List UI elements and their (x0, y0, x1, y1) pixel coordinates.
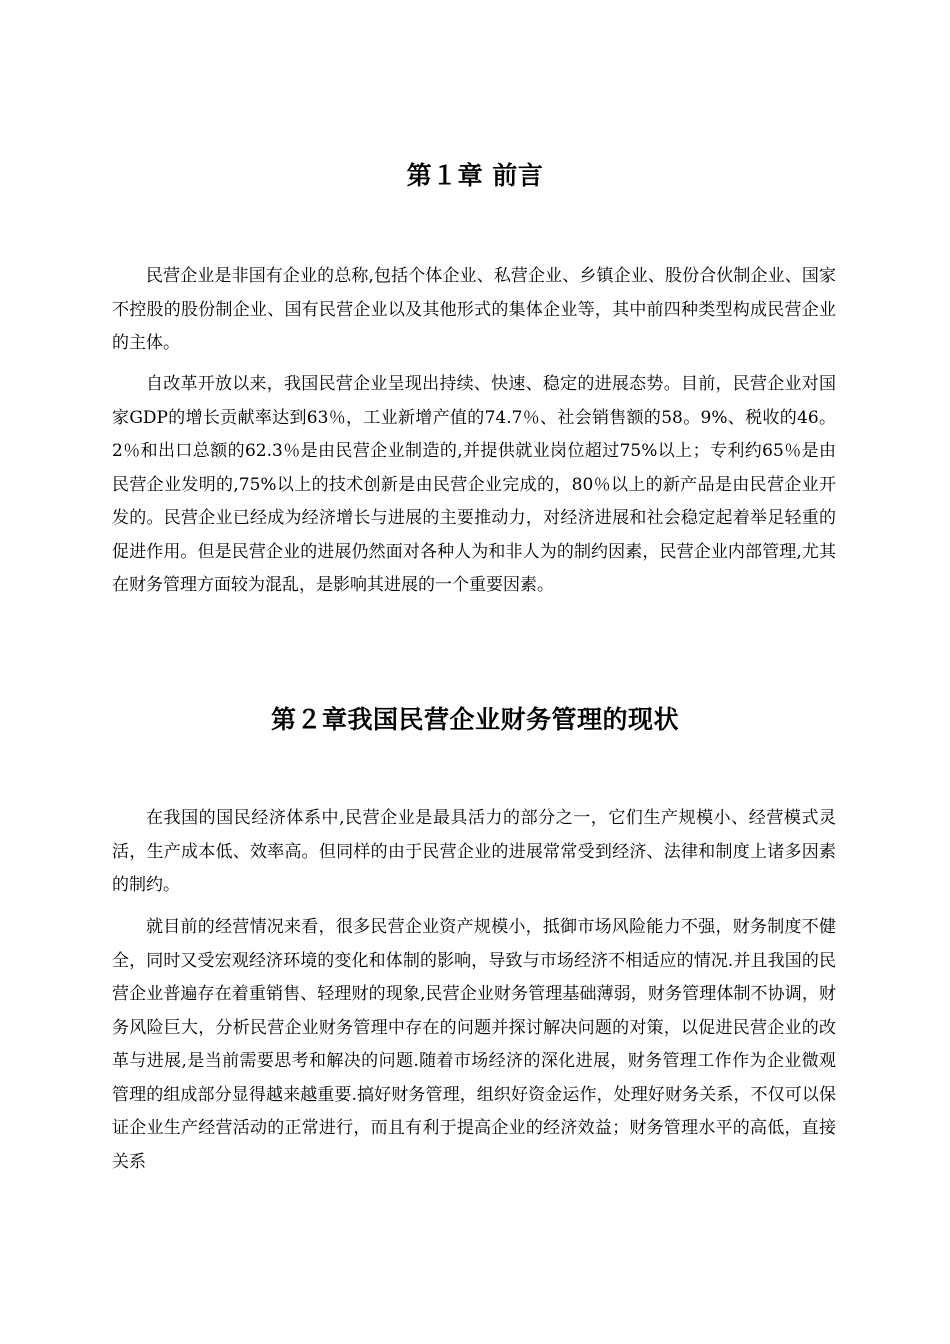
chapter-2-heading: 第２章我国民营企业财务管理的现状 (270, 705, 679, 734)
chapter-2-paragraph-1: 在我国的国民经济体系中,民营企业是最具活力的部分之一，它们生产规模小、经营模式灵活，生产成本低、效率高。但同样的由于民营企业的进展常常受到经济、法律和制度上诸多因素的制约。 (112, 808, 836, 895)
chapter-1-paragraph-2: 自改革开放以来，我国民营企业呈现出持续、快速、稳定的进展态势。目前，民营企业对国家GDP的增长贡献率达到63％，工业新增产值的74.7％、社会销售额的58。9%、税收的46。2％和出口总额的62.3％是由民营企业制造的,并提供就业岗位超过75%以上；专利约65％是由民营企业发明的,75%以上的技术创新是由民营企业完成的，80％以上的新产品是由民营企业开发的。民营企业已经成为经济增长与进展的主要推动力，对经济进展和社会稳定起着举足轻重的促进作用。但是民营企业的进展仍然面对各种人为和非人为的制约因素，民营企业内部管理,尤其在财务管理方面较为混乱，是影响其进展的一个重要因素。 (112, 374, 836, 595)
chapter-1-paragraph-1: 民营企业是非国有企业的总称,包括个体企业、私营企业、乡镇企业、股份合伙制企业、国家不控股的股份制企业、国有民营企业以及其他形式的集体企业等，其中前四种类型构成民营企业的主体。 (112, 266, 836, 353)
chapter-1-heading: 第１章 前言 (406, 161, 544, 190)
chapter-2-paragraph-2: 就目前的经营情况来看，很多民营企业资产规模小，抵御市场风险能力不强，财务制度不健全，同时又受宏观经济环境的变化和体制的影响，导致与市场经济不相适应的情况.并且我国的民营企业普遍存在着重销售、轻理财的现象,民营企业财务管理基础薄弱，财务管理体制不协调，财务风险巨大，分析民营企业财务管理中存在的问题并探讨解决问题的对策，以促进民营企业的改革与进展,是当前需要思考和解决的问题.随着市场经济的深化进展，财务管理工作作为企业微观管理的组成部分显得越来越重要.搞好财务管理，组织好资金运作，处理好财务关系，不仅可以保证企业生产经营活动的正常进行，而且有利于提高企业的经济效益；财务管理水平的高低，直接关系 (112, 917, 836, 1172)
